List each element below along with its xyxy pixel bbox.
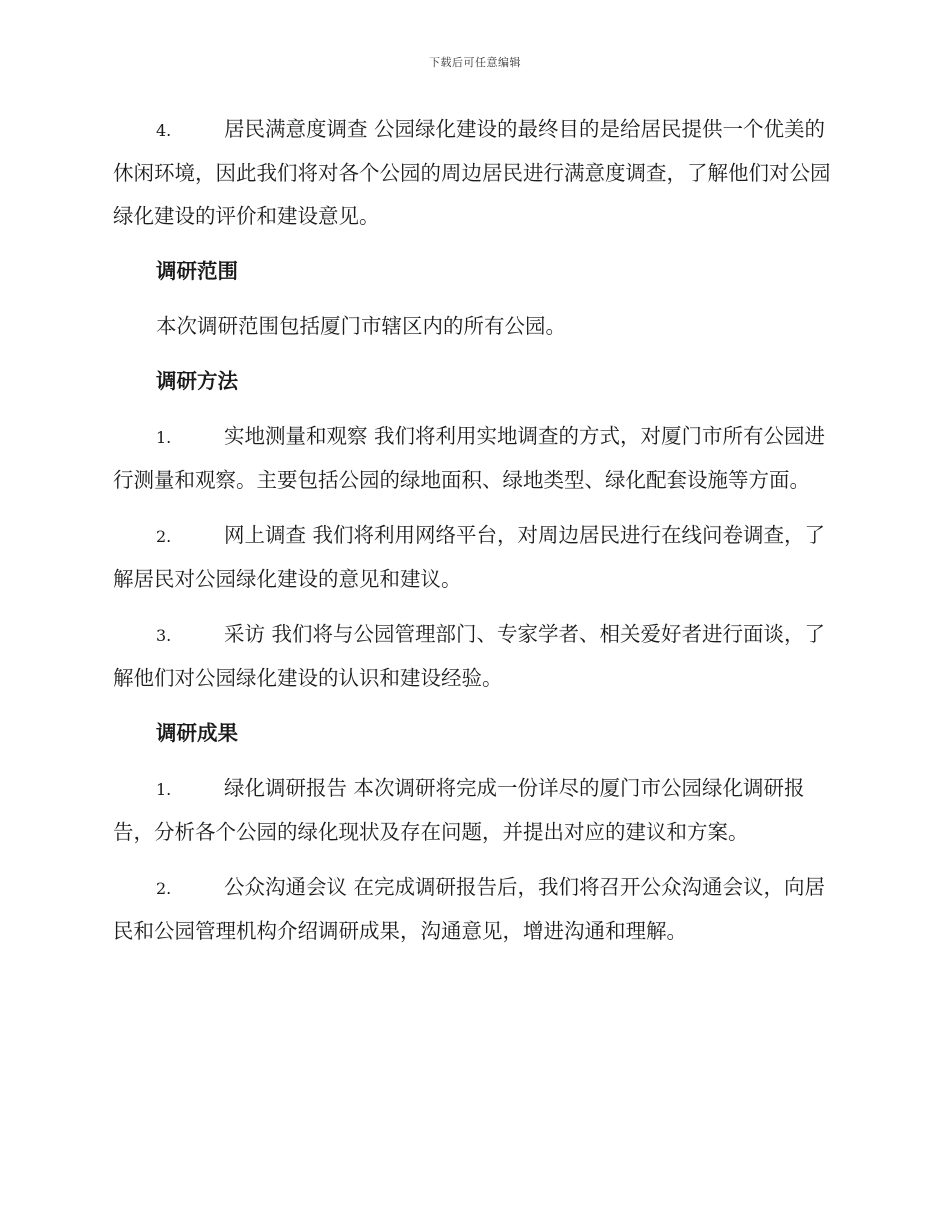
list-item-text: 网上调查 我们将利用网络平台，对周边居民进行在线问卷调查，了解居民对公园绿化建设的意见和建议。 [113, 523, 826, 591]
document-body [113, 108, 843, 965]
list-item-text: 实地测量和观察 我们将利用实地调查的方式，对厦门市所有公园进行测量和观察。主要包括公园的绿地面积、绿地类型、绿化配套设施等方面。 [113, 424, 826, 492]
list-item-text: 公众沟通会议 在完成调研报告后，我们将召开公众沟通会议，向居民和公园管理机构介绍调研成果，沟通意见，增进沟通和理解。 [113, 875, 826, 943]
list-item-satisfaction-survey [113, 108, 843, 238]
list-number: 1. [156, 428, 172, 447]
section-heading-methods: 调研方法 [156, 369, 238, 393]
section-heading-results: 调研成果 [156, 721, 238, 745]
list-number: 1. [156, 780, 172, 799]
list-number: 3. [156, 626, 172, 645]
list-number: 2. [156, 879, 172, 898]
page-header: 下载后可任意编辑 [429, 56, 521, 69]
list-item [113, 866, 843, 953]
scope-paragraph: 本次调研范围包括厦门市辖区内的所有公园。 [156, 314, 566, 338]
list-item-text: 居民满意度调查 公园绿化建设的最终目的是给居民提供一个优美的休闲环境，因此我们将对各个公园的周边居民进行满意度调查，了解他们对公园绿化建设的评价和建设意见。 [113, 117, 831, 228]
list-item [113, 613, 843, 700]
list-number: 4. [156, 121, 172, 140]
list-item [113, 514, 843, 601]
list-item-text: 绿化调研报告 本次调研将完成一份详尽的厦门市公园绿化调研报告，分析各个公园的绿化现状及存在问题，并提出对应的建议和方案。 [113, 776, 805, 844]
section-heading-scope: 调研范围 [156, 259, 238, 283]
list-item [113, 415, 843, 502]
list-item-text: 采访 我们将与公园管理部门、专家学者、相关爱好者进行面谈，了解他们对公园绿化建设的认识和建设经验。 [113, 622, 826, 690]
list-item [113, 767, 843, 854]
list-number: 2. [156, 527, 172, 546]
